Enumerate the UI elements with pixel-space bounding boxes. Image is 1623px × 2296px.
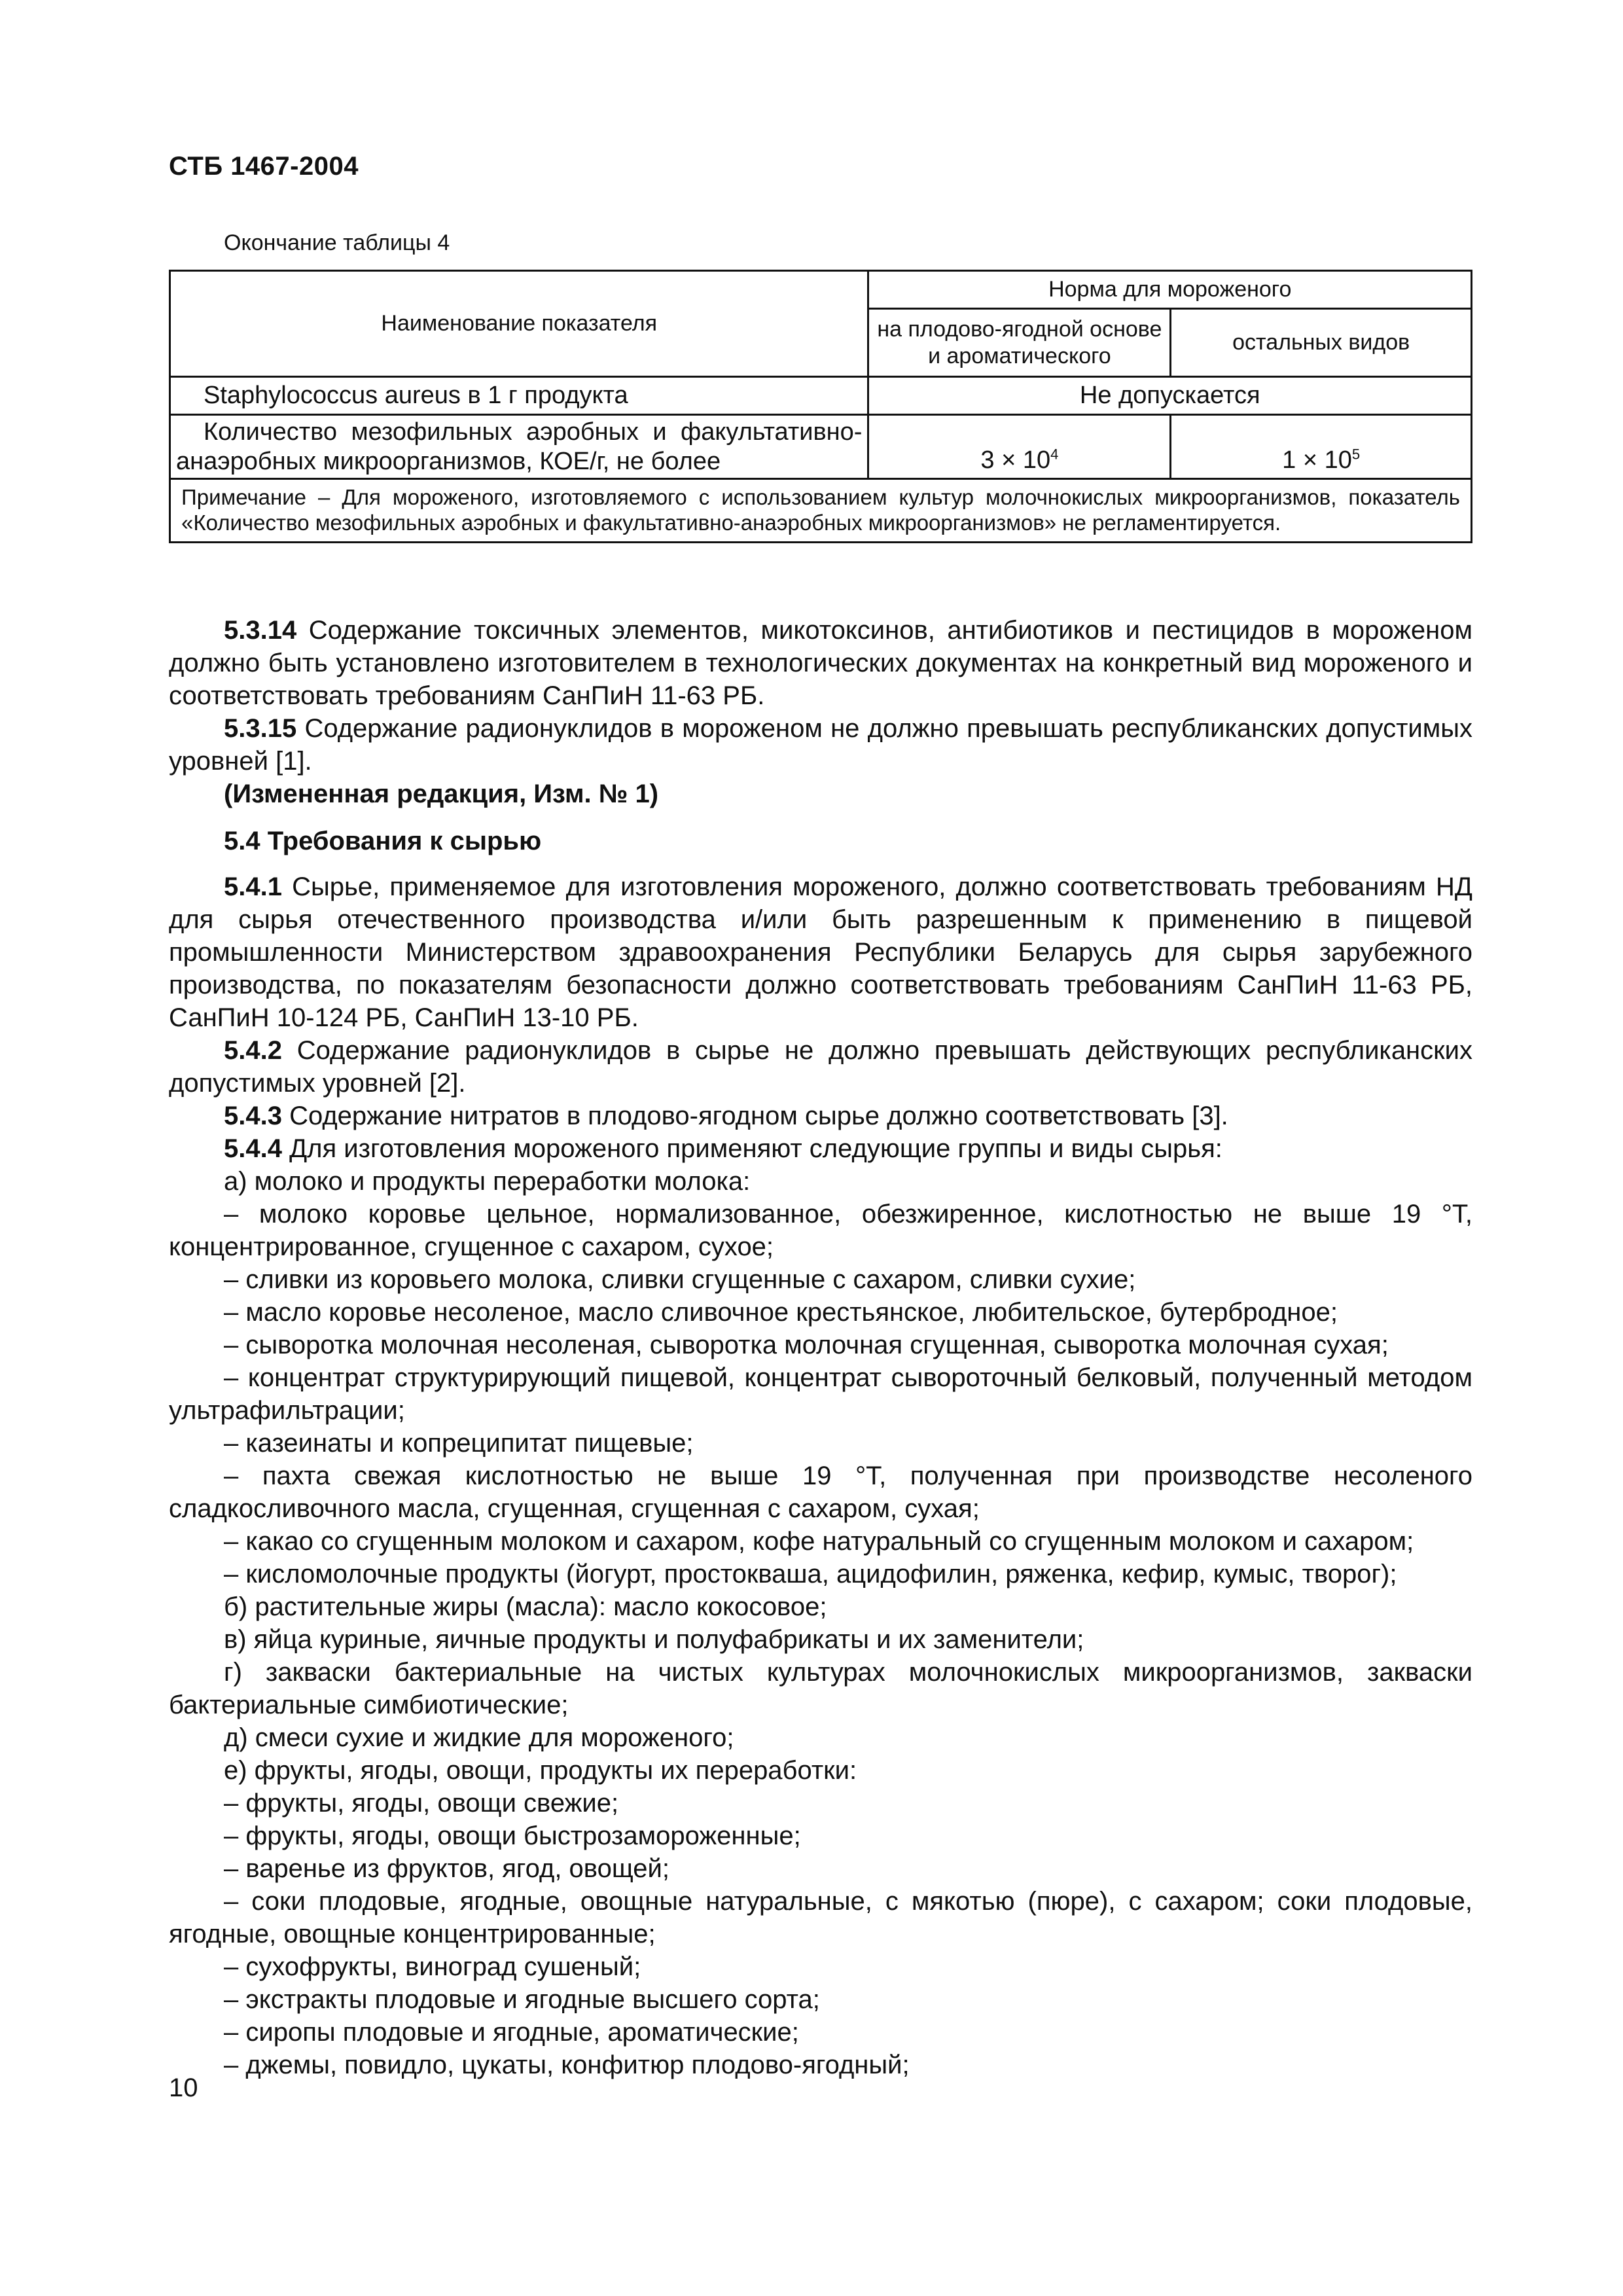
list-item: – пахта свежая кислотностью не выше 19 °Т, полученная при производстве несоленого сладкосливочного масла, сгущенная, сгущенная с сахаром, сухая; <box>169 1462 1472 1523</box>
clause-5-4-1: 5.4.1 Сырье, применяемое для изготовления мороженого, должно соответствовать требованиям НД для сырья отечественного производства и/или быть разрешенным к применению в пищевой промышленности Министерством здравоохранения Республики Беларусь для сырья зарубежного производства, по показателям безопасности должно соответствовать требованиям СанПиН 11-63 РБ, СанПиН 10-124 РБ, СанПиН 13-10 РБ. <box>169 872 1472 1032</box>
table-note: Примечание – Для мороженого, изготовляемого с использованием культур молочнокислых микроорганизмов, показатель «Количество мезофильных аэробных и факультативно-анаэробных микроорганизмов» не регламентируется. <box>170 479 1472 543</box>
clause-5-4-2: 5.4.2 Содержание радионуклидов в сырье не должно превышать действующих республиканских допустимых уровней [2]. <box>169 1036 1472 1098</box>
list-item: – соки плодовые, ягодные, овощные натуральные, с мякотью (пюре), с сахаром; соки плодовые, ягодные, овощные концентрированные; <box>169 1887 1472 1948</box>
list-item: – какао со сгущенным молоком и сахаром, кофе натуральный со сгущенным молоком и сахаром; <box>224 1527 1414 1556</box>
clause-5-4-4: 5.4.4 Для изготовления мороженого применяют следующие группы и виды сырья: <box>224 1134 1222 1163</box>
clause-5-3-14: 5.3.14 Содержание токсичных элементов, микотоксинов, антибиотиков и пестицидов в мороженом должно быть установлено изготовителем в технологических документах на конкретный вид мороженого и соответствовать требованиям СанПиН 11-63 РБ. <box>169 616 1472 710</box>
clause-5-4-3: 5.4.3 Содержание нитратов в плодово-ягодном сырье должно соответствовать [3]. <box>224 1102 1228 1130</box>
body-text <box>169 614 1472 2081</box>
list-item: в) яйца куриные, яичные продукты и полуфабрикаты и их заменители; <box>224 1625 1084 1654</box>
row-staph-value: Не допускается <box>868 377 1472 415</box>
document-code: СТБ 1467-2004 <box>169 152 359 181</box>
list-item: б) растительные жиры (масла): масло кокосовое; <box>224 1592 827 1621</box>
list-item: – экстракты плодовые и ягодные высшего сорта; <box>224 1985 820 2014</box>
clause-5-3-15: 5.3.15 Содержание радионуклидов в мороженом не должно превышать республиканских допустимых уровней [1]. <box>169 714 1472 776</box>
row-mesophilic-value-fruit: $3 \times 10^4$ <box>868 415 1171 479</box>
row-mesophilic-name: Количество мезофильных аэробных и факультативно-анаэробных микроорганизмов, КОЕ/г, не более <box>170 415 868 479</box>
list-item: е) фрукты, ягоды, овощи, продукты их переработки: <box>224 1756 857 1785</box>
list-item: а) молоко и продукты переработки молока: <box>224 1167 751 1196</box>
list-item: – масло коровье несоленое, масло сливочное крестьянское, любительское, бутербродное; <box>224 1298 1338 1327</box>
table-caption: Окончание таблицы 4 <box>224 230 450 255</box>
list-item: – сиропы плодовые и ягодные, ароматические; <box>224 2018 799 2047</box>
list-item: – варенье из фруктов, ягод, овощей; <box>224 1854 669 1883</box>
header-indicator-name: Наименование показателя <box>170 271 868 377</box>
list-item: – сыворотка молочная несоленая, сыворотка молочная сгущенная, сыворотка молочная сухая; <box>224 1331 1389 1359</box>
list-item: – кисломолочные продукты (йогурт, простокваша, ацидофилин, ряженка, кефир, кумыс, творог); <box>224 1560 1397 1588</box>
list-item: – джемы, повидло, цукаты, конфитюр плодово-ягодный; <box>224 2051 910 2079</box>
list-item: – фрукты, ягоды, овощи быстрозамороженные; <box>224 1821 801 1850</box>
list-item: – сухофрукты, виноград сушеный; <box>224 1952 641 1981</box>
header-norm: Норма для мороженого <box>868 271 1472 309</box>
row-mesophilic-value-other: $1 \times 10^5$ <box>1171 415 1472 479</box>
list-item: – молоко коровье цельное, нормализованное, обезжиренное, кислотностью не выше 19 °Т, концентрированное, сгущенное с сахаром, сухое; <box>169 1200 1472 1261</box>
header-col-fruit: на плодово-ягодной основе и ароматического <box>868 309 1171 377</box>
list-item: – сливки из коровьего молока, сливки сгущенные с сахаром, сливки сухие; <box>224 1265 1136 1294</box>
list-item: – фрукты, ягоды, овощи свежие; <box>224 1789 619 1818</box>
list-item: – концентрат структурирующий пищевой, концентрат сывороточный белковый, полученный методом ультрафильтрации; <box>169 1363 1472 1425</box>
table-4 <box>169 270 1472 543</box>
page-number: 10 <box>169 2073 198 2102</box>
amendment-note: (Измененная редакция, Изм. № 1) <box>224 780 659 808</box>
list-item: г) закваски бактериальные на чистых культурах молочнокислых микроорганизмов, закваски бактериальные симбиотические; <box>169 1658 1472 1719</box>
row-staph-name: Staphylococcus aureus в 1 г продукта <box>170 377 868 415</box>
list-item: – казеинаты и копреципитат пищевые; <box>224 1429 694 1458</box>
section-5-4-heading: 5.4 Требования к сырью <box>224 827 542 855</box>
header-col-other: остальных видов <box>1171 309 1472 377</box>
list-item: д) смеси сухие и жидкие для мороженого; <box>224 1723 734 1752</box>
